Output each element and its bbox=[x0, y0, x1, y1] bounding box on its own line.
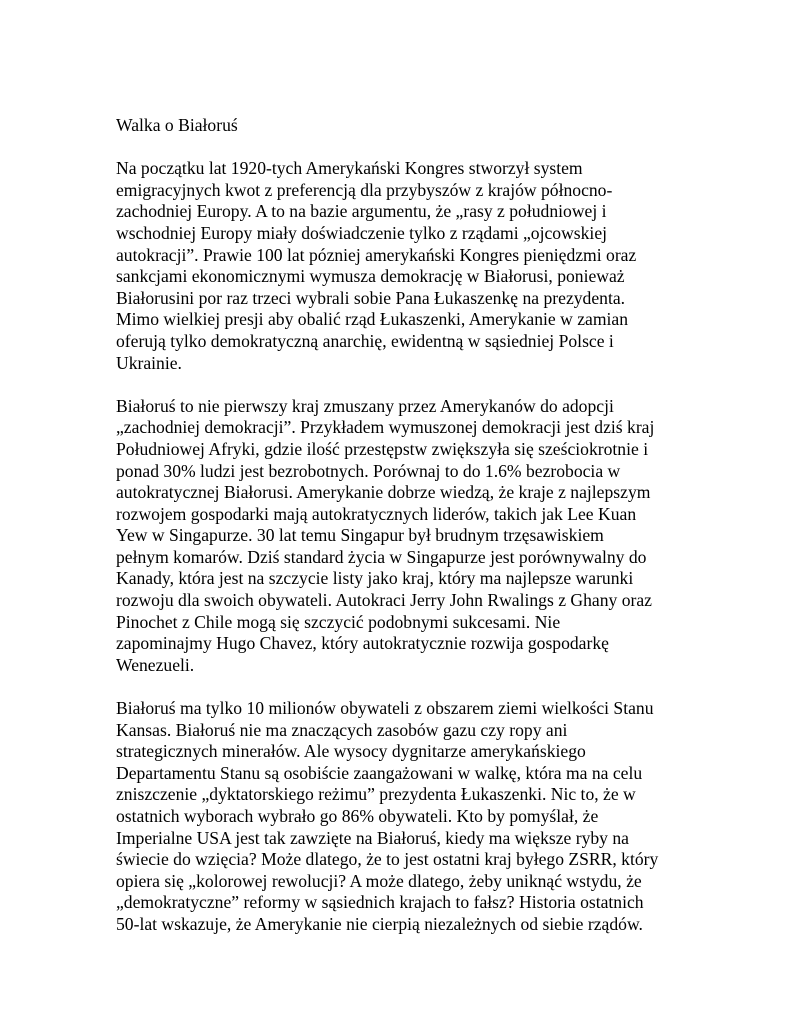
text-line: Białoruś to nie pierwszy kraj zmuszany przez Amerykanów do adopcji bbox=[116, 395, 614, 416]
text-line: Mimo wielkiej presji aby obalić rząd Łukaszenki, Amerykanie w zamian bbox=[116, 309, 629, 330]
text-line: zapominajmy Hugo Chavez, który autokratycznie rozwija gospodarkę bbox=[116, 633, 609, 654]
text-line: „zachodniej demokracji”. Przykładem wymuszonej demokracji jest dziś kraj bbox=[116, 417, 655, 438]
text-line: Pinochet z Chile mogą się szczycić podobnymi sukcesami. Nie bbox=[116, 611, 561, 632]
text-line: wschodniej Europy miały doświadczenie tylko z rządami „ojcowskiej bbox=[116, 222, 608, 243]
text-line: strategicznych minerałów. Ale wysocy dygnitarze amerykańskiego bbox=[116, 741, 586, 762]
text-line: oferują tylko demokratyczną anarchię, ewidentną w sąsiedniej Polsce i bbox=[116, 330, 614, 351]
paragraph-spacer bbox=[116, 676, 686, 698]
text-line: Na początku lat 1920-tych Amerykański Kongres stworzył system bbox=[116, 158, 583, 179]
text-line: rozwoju dla swoich obywateli. Autokraci Jerry John Rwalings z Ghany oraz bbox=[116, 590, 652, 611]
paragraph-spacer bbox=[116, 137, 686, 159]
text-line: Południowej Afryki, gdzie ilość przestępstw zwiększyła się sześciokrotnie i bbox=[116, 438, 649, 459]
text-line: autokratycznej Białorusi. Amerykanie dobrze wiedzą, że kraje z najlepszym bbox=[116, 482, 651, 503]
text-line: ponad 30% ludzi jest bezrobotnych. Porównaj to do 1.6% bezrobocia w bbox=[116, 460, 621, 481]
text-line: Ukrainie. bbox=[116, 352, 182, 373]
text-line: zniszczenie „dyktatorskiego reżimu” prezydenta Łukaszenki. Nic to, że w bbox=[116, 784, 636, 805]
text-line: „demokratyczne” reformy w sąsiednich krajach to fałsz? Historia ostatnich bbox=[116, 892, 644, 913]
paragraph-spacer bbox=[116, 374, 686, 396]
text-line: ostatnich wyborach wybrało go 86% obywateli. Kto by pomyślał, że bbox=[116, 806, 599, 826]
document-body bbox=[116, 115, 686, 936]
text-line: Departamentu Stanu są osobiście zaangażowani w walkę, która ma na celu bbox=[116, 762, 643, 783]
paragraph-1 bbox=[116, 158, 686, 374]
text-line: emigracyjnych kwot z preferencją dla przybyszów z krajów północno- bbox=[116, 179, 613, 200]
text-line: Imperialne USA jest tak zawzięte na Białoruś, kiedy ma większe ryby na bbox=[116, 827, 629, 848]
text-line: opiera się „kolorowej rewolucji? A może dlatego, żeby uniknąć wstydu, że bbox=[116, 870, 642, 891]
text-line: świecie do wzięcia? Może dlatego, że to jest ostatni kraj byłego ZSRR, który bbox=[116, 849, 659, 870]
text-line: rozwojem gospodarki mają autokratycznych liderów, takich jak Lee Kuan bbox=[116, 503, 637, 524]
text-line: Yew w Singapurze. 30 lat temu Singapur był brudnym trzęsawiskiem bbox=[116, 525, 604, 546]
text-line: zachodniej Europy. A to na bazie argumentu, że „rasy z południowej i bbox=[116, 201, 607, 222]
text-line: pełnym komarów. Dziś standard życia w Singapurze jest porównywalny do bbox=[116, 546, 647, 567]
text-line: Kanady, która jest na szczycie listy jako kraj, który ma najlepsze warunki bbox=[116, 568, 634, 589]
text-line: Białorusini por raz trzeci wybrali sobie Pana Łukaszenkę na prezydenta. bbox=[116, 287, 626, 308]
paragraph-2 bbox=[116, 396, 686, 677]
text-line: Wenezueli. bbox=[116, 654, 195, 675]
text-line: 50-lat wskazuje, że Amerykanie nie cierpią niezależnych od siebie rządów. bbox=[116, 913, 643, 934]
paragraph-3 bbox=[116, 698, 686, 936]
document-title: Walka o Białoruś bbox=[116, 115, 238, 135]
text-line: autokracji”. Prawie 100 lat pózniej amerykański Kongres pieniędzmi oraz bbox=[116, 244, 637, 265]
text-line: sankcjami ekonomicznymi wymusza demokrację w Białorusi, ponieważ bbox=[116, 266, 625, 287]
text-line: Kansas. Białoruś nie ma znaczących zasobów gazu czy ropy ani bbox=[116, 719, 568, 740]
text-line: Białoruś ma tylko 10 milionów obywateli z obszarem ziemi wielkości Stanu bbox=[116, 698, 654, 719]
